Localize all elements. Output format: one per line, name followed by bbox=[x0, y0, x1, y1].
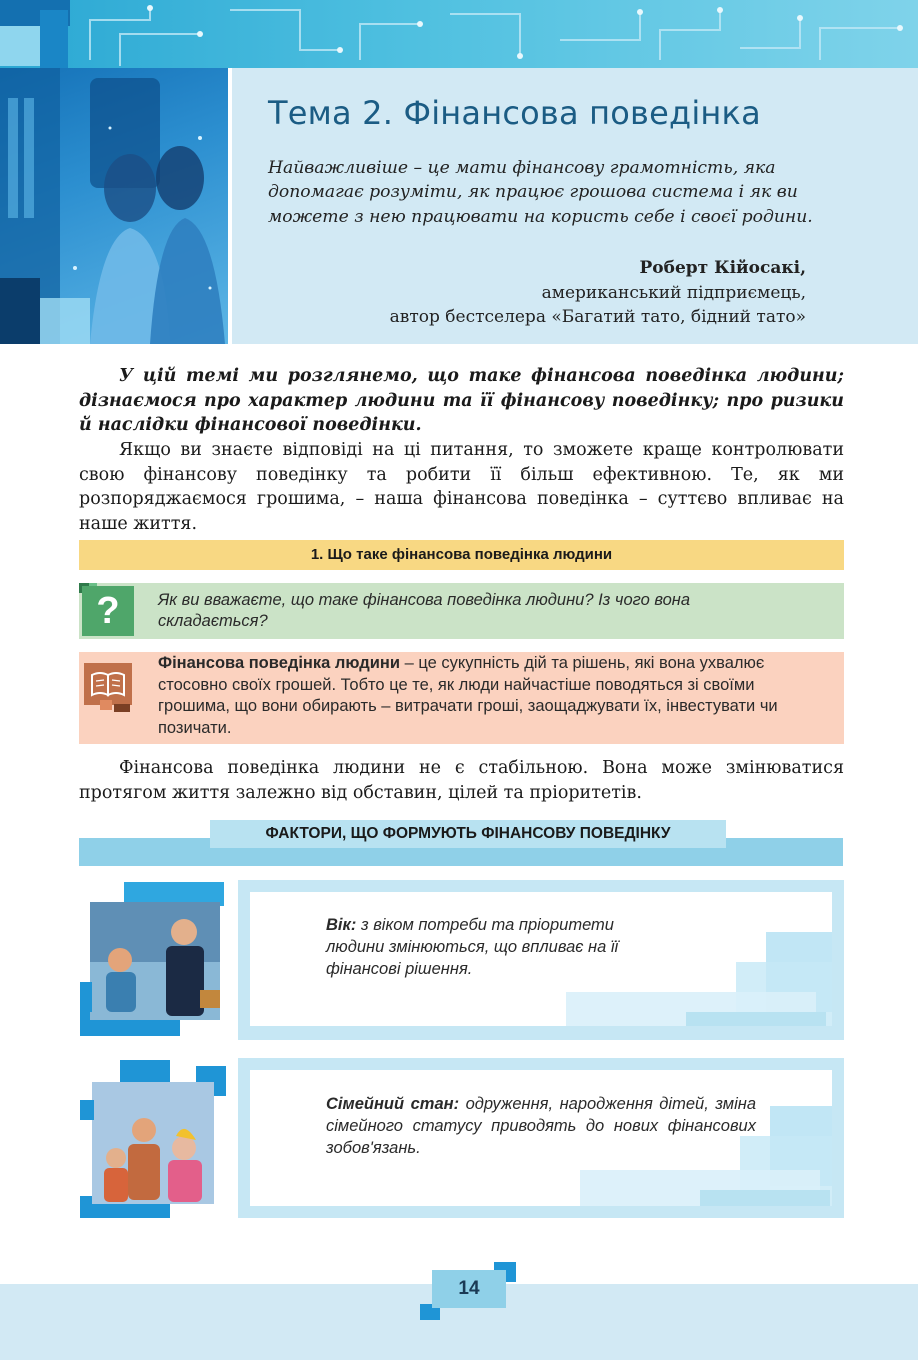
circuit-pattern-icon bbox=[0, 0, 918, 68]
epigraph-quote: Найважливіше – це мати фінансову грамотність, яка допомагає розуміти, як працює грошова система і як ви можете з нею працювати на користь себе і своєї родини. bbox=[268, 158, 813, 227]
stability-paragraph: Фінансова поведінка людини не є стабільною. Вона може змінюватися протягом життя залежно від обставин, цілей та пріоритетів. bbox=[79, 758, 844, 803]
author-role: американський підприємець, bbox=[541, 282, 806, 303]
header-decor-band bbox=[0, 0, 918, 68]
intro-lead-paragraph: У цій темі ми розглянемо, що таке фінансова поведінка людини; дізнаємося про характер людини та її фінансову поведінку; про ризики й наслідки фінансової поведінки. bbox=[79, 366, 844, 435]
author-book: автор бестселера «Багатий тато, бідний тато» bbox=[389, 307, 806, 327]
page-title: Тема 2. Фінансова поведінка bbox=[268, 94, 761, 132]
factor-age-text: Вік: з віком потреби та пріоритети людини змінюються, що впливає на її фінансові рішення. bbox=[326, 916, 619, 978]
family-factor-illustration bbox=[80, 1060, 226, 1218]
factors-heading: ФАКТОРИ, ЩО ФОРМУЮТЬ ФІНАНСОВУ ПОВЕДІНКУ bbox=[210, 820, 726, 848]
author-name: Роберт Кійосакі, bbox=[639, 258, 806, 278]
definition-term: Фінансова поведінка людини bbox=[158, 654, 400, 672]
section-heading: 1. Що таке фінансова поведінка людини bbox=[79, 540, 844, 570]
definition-text bbox=[158, 653, 806, 739]
factor-family-label: Сімейний стан: bbox=[326, 1095, 460, 1113]
factor-family-text: Сімейний стан: одруження, народження дітей, зміна сімейного статусу приводять до нових фінансових зобов'язань. bbox=[326, 1095, 757, 1157]
header-divider bbox=[228, 68, 232, 344]
definition-box-decor bbox=[100, 700, 140, 720]
intro-body-paragraph: Якщо ви знаєте відповіді на ці питання, то зможете краще контролювати свою фінансову поведінку та робити її більш ефективною. Те, як ми розпоряджаємося грошима, – наша фінансова поведінка – суттєво впливає на наше життя. bbox=[79, 440, 844, 534]
page-number: 14 bbox=[432, 1270, 506, 1308]
quote-attribution bbox=[300, 256, 806, 330]
open-book-icon bbox=[84, 663, 132, 705]
question-text: Як ви вважаєте, що таке фінансова поведінка людини? Із чого вона складається? bbox=[158, 591, 691, 630]
topic-illustration bbox=[0, 68, 230, 344]
question-mark-icon: ? bbox=[82, 586, 134, 636]
factor-age-label: Вік: bbox=[326, 916, 357, 934]
definition-body: – це сукупність дій та рішень, які вона ухвалює стосовно своїх грошей. Тобто це те, як люди найчастіше поводяться зі своїми грошима, що вони обирають – витрачати гроші, заощаджувати їх, інвестувати чи позичати. bbox=[158, 654, 778, 737]
age-factor-illustration bbox=[80, 882, 226, 1036]
women-silhouette-icon bbox=[0, 68, 230, 344]
